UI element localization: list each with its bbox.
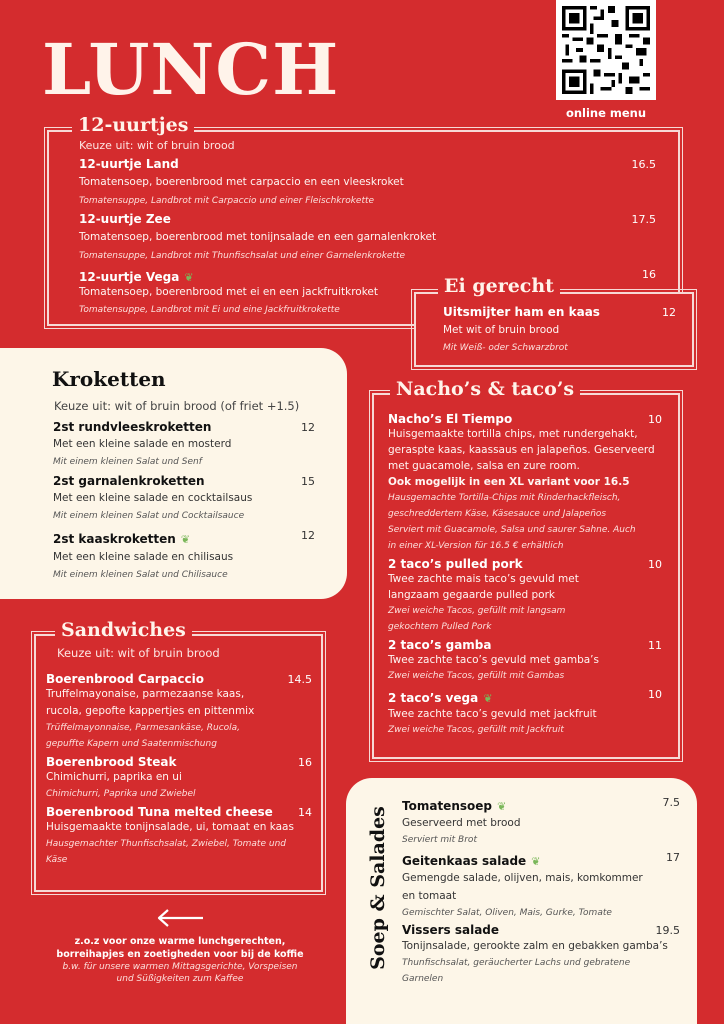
list-item [53,474,315,528]
item-trans: Gemischter Salat, Oliven, Mais, Gurke, Tomate [402,908,612,918]
item-desc: Chimichurri, paprika en ui [46,771,182,783]
item-trans: Mit einem kleinen Salat und Chilisauce [53,570,228,580]
item-name: Geitenkaas salade [402,854,527,868]
kroketten-list [53,420,315,582]
item-desc: met guacamole, salsa en zure room. [388,460,580,472]
footer-line: z.o.z voor onze warme lunchgerechten, [74,936,286,947]
list-item [388,557,662,635]
item-trans: Tomatensuppe, Landbrot mit Thunfischsalat und einer Garnelenkrokette [79,251,406,261]
list-item [402,795,680,848]
item-name: 2st rundvleeskroketten [53,420,212,434]
item-price: 11 [648,639,662,652]
item-price: 16 [298,756,312,769]
item-name: 12-uurtje Land [79,157,179,171]
list-item [388,687,662,738]
item-name: 2 taco’s gamba [388,638,492,652]
item-desc: Tomatensoep, boerenbrood met tonijnsalade en een garnalenkroket [79,231,437,243]
list-item [46,755,312,802]
nachos-list [388,412,662,738]
item-trans: in einer XL-Version für 16.5 € erhältlich [388,541,564,551]
item-desc: Twee zachte mais taco’s gevuld met [388,573,579,585]
item-price: 12 [301,529,315,542]
leaf-icon: ❦ [483,692,493,705]
item-desc: Twee zachte taco’s gevuld met jackfruit [388,708,597,720]
footer [20,935,340,985]
list-item [388,412,662,554]
list-item [402,850,680,921]
uurtjes-choose: Keuze uit: wit of bruin brood [79,139,235,152]
item-desc: Met een kleine salade en chilisaus [53,551,234,563]
name-row [402,795,680,814]
list-item [53,420,315,474]
name-row [53,528,315,547]
item-trans: geschreddertem Käse, Käsesauce und Jalapeños [388,509,607,519]
item-name: Uitsmijter ham en kaas [443,305,600,319]
item-trans: Hausgemachter Thunfischsalat, Zwiebel, Tomate und [46,839,286,849]
item-desc: en tomaat [402,890,457,902]
item-price: 10 [648,688,662,701]
item-price: 16.5 [631,158,656,171]
item-price: 19.5 [655,924,680,937]
item-price: 12 [301,421,315,434]
list-item [46,672,312,752]
kroketten-choose-wrap [54,395,299,414]
item-desc: rucola, gepofte kappertjes en pittenmix [46,705,255,717]
item-name: Vissers salade [402,923,500,937]
item-desc: Met wit of bruin brood [443,324,560,336]
item-desc: Huisgemaakte tortilla chips, met rundergehakt, [388,428,638,440]
item-desc: langzaam gegaarde pulled pork [388,589,555,601]
list-item [46,805,312,868]
item-name: 12-uurtje Vega [79,270,180,284]
item-trans: Mit einem kleinen Salat und Cocktailsauce [53,511,245,521]
kroketten-choose: Keuze uit: wit of bruin brood (of friet +1.5) [54,399,300,413]
nachos-title: Nacho’s & taco’s [390,378,580,400]
list-item [53,528,315,582]
xl-note: Ook mogelijk in een XL variant voor 16.5 [388,476,630,488]
vega-name-row [79,266,194,285]
item-trans: Chimichurri, Paprika und Zwiebel [46,789,196,799]
item-price: 16 [642,268,656,281]
item-desc: Gemengde salade, olijven, mais, komkommer [402,872,643,884]
item-desc: Met een kleine salade en cocktailsaus [53,492,253,504]
leaf-icon: ❦ [184,271,194,284]
sandwiches-choose: Keuze uit: wit of bruin brood [57,646,220,660]
item-trans: Zwei weiche Tacos, gefüllt mit Jackfruit [388,725,564,735]
item-trans: Tomatensuppe, Landbrot mit Ei und eine Jackfruitkrokette [79,305,340,315]
soep-list [402,795,680,987]
item-price: 12 [662,306,676,319]
item-name: Boerenbrood Steak [46,755,177,769]
item-trans: Garnelen [402,974,444,984]
item-trans: Serviert mit Brot [402,835,477,845]
item-desc: Twee zachte taco’s gevuld met gamba’s [388,654,599,666]
item-desc: Huisgemaakte tonijnsalade, ui, tomaat en kaas [46,821,294,833]
item-desc: Geserveerd met brood [402,817,521,829]
soep-title: Soep & Salades [367,806,389,970]
item-price: 10 [648,558,662,571]
page-title: LUNCH [42,28,340,111]
item-name: 2st garnalenkroketten [53,474,205,488]
item-price: 17.5 [631,213,656,226]
item-name: 12-uurtje Zee [79,212,171,226]
leaf-icon: ❦ [180,533,191,546]
item-name: 2st kaaskroketten [53,532,176,546]
item-price: 14.5 [287,673,312,686]
item-price: 15 [301,475,315,488]
item-trans: Zwei weiche Tacos, gefüllt mit langsam [388,606,566,616]
item-price: 7.5 [662,796,680,809]
name-row [388,687,662,706]
ei-title: Ei gerecht [438,275,560,297]
qr-code[interactable] [556,0,656,100]
item-desc: Tonijnsalade, gerookte zalm en gebakken gamba’s [402,940,668,952]
item-trans: Mit Weiß- oder Schwarzbrot [443,343,568,353]
item-name: Nacho’s El Tiempo [388,412,513,426]
leaf-icon: ❦ [531,855,541,868]
item-name: 2 taco’s vega [388,691,479,705]
kroketten-title: Kroketten [52,367,166,391]
qr-code-icon [562,6,650,94]
item-trans: Mit einem kleinen Salat und Senf [53,457,202,467]
item-desc: Truffelmayonaise, parmezaanse kaas, [46,688,245,700]
item-trans: Serviert mit Guacamole, Salsa und saurer Sahne. Auch [388,525,636,535]
leaf-icon: ❦ [497,800,507,813]
footer-line: borreihapjes en zoetigheden voor bij de koffie [56,949,304,960]
sandwiches-list [46,672,312,868]
item-desc: Met een kleine salade en mosterd [53,438,232,450]
footer-trans: und Süßigkeiten zum Kaffee [116,974,244,984]
item-trans: Tomatensuppe, Landbrot mit Carpaccio und einer Fleischkrokette [79,196,375,206]
item-price: 14 [298,806,312,819]
item-price: 10 [648,413,662,426]
item-name: 2 taco’s pulled pork [388,557,523,571]
item-desc: Tomatensoep, boerenbrood met ei en een jackfruitkroket [79,286,378,298]
item-name: Boerenbrood Carpaccio [46,672,204,686]
footer-trans: b.w. für unsere warmen Mittagsgerichte, Vorspeisen [62,962,298,972]
item-trans: gepuffte Kapern und Saatenmischung [46,739,217,749]
item-name: Boerenbrood Tuna melted cheese [46,805,273,819]
list-item [388,638,662,684]
item-trans: Hausgemachte Tortilla-Chips mit Rinderhackfleisch, [388,493,621,503]
item-trans: Zwei weiche Tacos, gefüllt mit Gambas [388,671,565,681]
item-price: 17 [666,851,680,864]
item-trans: gekochtem Pulled Pork [388,622,492,632]
sandwiches-title: Sandwiches [55,619,192,641]
name-row [402,850,680,869]
arrow-left-icon [155,908,205,932]
item-name: Tomatensoep [402,799,492,813]
item-trans: Käse [46,855,68,865]
item-desc: geraspte kaas, kaassaus en jalapeños. Geserveerd [388,444,655,456]
item-trans: Trüffelmayonnaise, Parmesankäse, Rucola, [46,723,241,733]
item-trans: Thunfischsalat, geräucherter Lachs und gebratene [402,958,631,968]
online-menu-label: online menu [565,106,647,120]
item-desc: Tomatensoep, boerenbrood met carpaccio en een vleeskroket [79,176,404,188]
uurtjes-title: 12-uurtjes [72,114,194,136]
list-item [402,923,680,987]
